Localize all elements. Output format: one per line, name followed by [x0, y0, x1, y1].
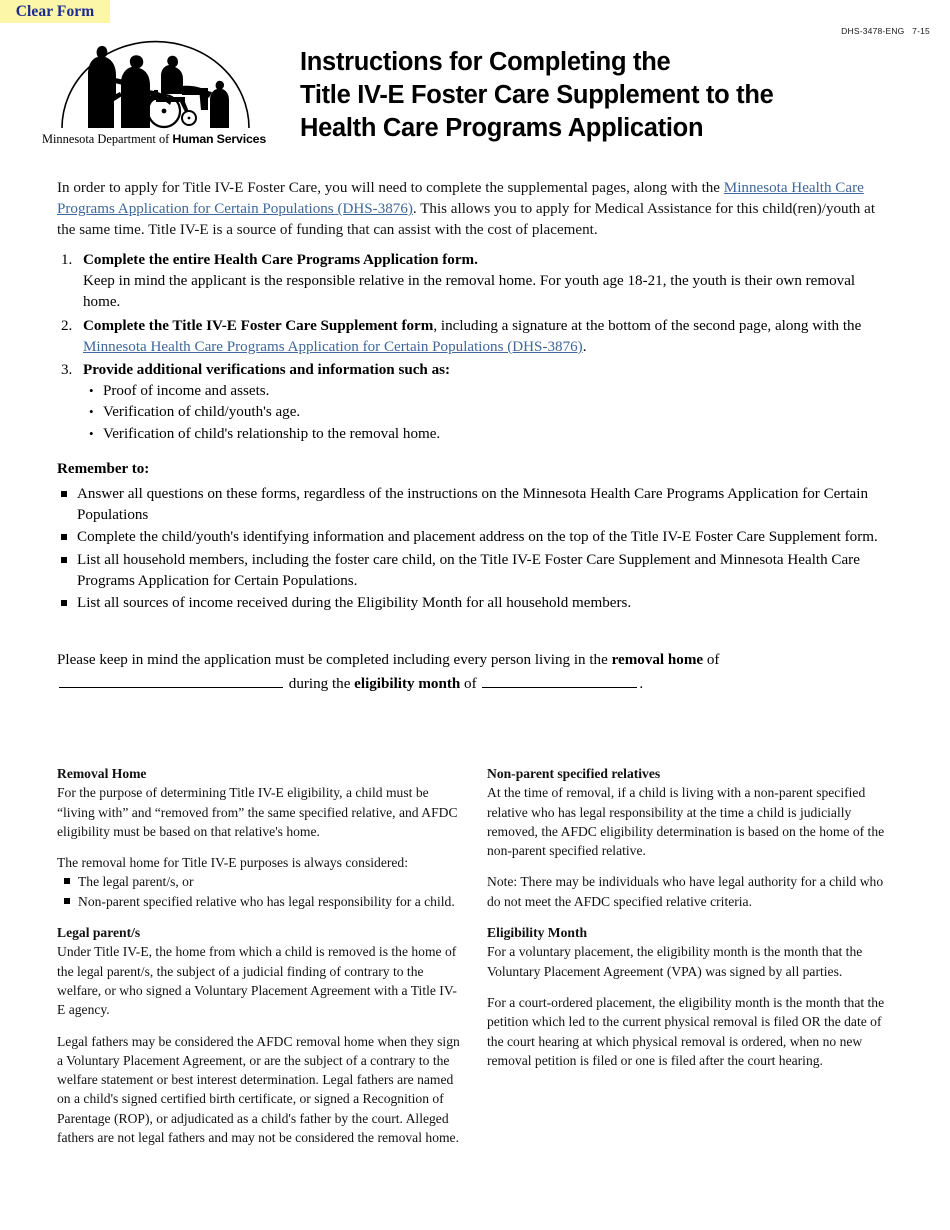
closing-bold-eligibility-month: eligibility month	[354, 676, 461, 693]
dhs-logo	[38, 38, 270, 148]
list-item	[57, 550, 890, 592]
definitions-left-column	[57, 764, 460, 1159]
removal-home-paragraph-2: The removal home for Title IV-E purposes is always considered:	[57, 855, 408, 871]
list-item	[57, 892, 460, 911]
removal-home-bullet-list	[57, 872, 460, 911]
remember-item-1: Answer all questions on these forms, regardless of the instructions on the Minnesota Health Care Programs Application for Certain Populations	[77, 486, 868, 524]
page-title-line-3: Health Care Programs Application	[300, 114, 704, 142]
list-item	[57, 872, 460, 891]
page-title-line-1: Instructions for Completing the	[300, 48, 671, 76]
definitions-right-column	[487, 764, 890, 1082]
list-item	[57, 593, 890, 614]
instruction-step-1	[57, 250, 890, 314]
intro-paragraph	[57, 178, 890, 242]
remember-heading: Remember to:	[57, 461, 150, 477]
eligibility-month-paragraph-1: For a voluntary placement, the eligibility month is the month that the Voluntary Placement Agreement (VPA) was signed by all parties.	[487, 944, 863, 979]
section-heading-non-parent-relatives: Non-parent specified relatives	[487, 766, 661, 781]
step-1-heading: Complete the entire Health Care Programs Application form.	[83, 252, 478, 268]
clear-form-label: Clear Form	[15, 2, 95, 20]
removal-home-blank-field[interactable]	[59, 672, 283, 688]
instructions-list	[57, 250, 890, 445]
legal-parents-paragraph-2: Legal fathers may be considered the AFDC removal home when they sign a Voluntary Placement Agreement, or are the subject of a contrary to the welfare statement or best interest determination. Legal fathers are named on a child's signed certified birth certificate, or signed a Recognition of Parentage (ROP), or adjudicated as a child's father by the court. Alleged fathers are not legal fathers and may not be considered the removal home.	[57, 1033, 460, 1146]
closing-period: .	[639, 676, 644, 693]
link-dhs-3876-step2[interactable]: Minnesota Health Care Programs Application for Certain Populations (DHS-3876)	[83, 338, 583, 355]
removal-home-bullet-2: Non-parent specified relative who has legal responsibility for a child.	[78, 893, 455, 909]
square-bullet-icon	[64, 878, 70, 884]
link-dhs-3876[interactable]: Minnesota Health Care Programs Application for Certain Populations (DHS-3876)	[57, 180, 864, 218]
bullet-dot-icon: •	[89, 404, 94, 420]
removal-home-paragraph-1: For the purpose of determining Title IV-E eligibility, a child must be “living with” and “removed from” the same specified relative, and AFDC eligibility must be based on that relative's home.	[57, 785, 458, 839]
closing-bold-removal-home: removal home	[611, 652, 704, 668]
dhs-logo-wordmark	[38, 132, 270, 147]
step-2-heading: Complete the Title IV-E Foster Care Supplement form	[83, 317, 434, 334]
step-3-bullet-1: Proof of income and assets.	[103, 383, 270, 400]
section-heading-eligibility-month: Eligibility Month	[487, 925, 588, 941]
legal-parents-paragraph-1: Under Title IV-E, the home from which a child is removed is the home of the legal parent/s, the subject of a judicial finding of contrary to the welfare, or who signed a Voluntary Placement Agreement with a Title IV-E agency.	[57, 944, 457, 1018]
step-3-bullet-2: Verification of child/youth's age.	[103, 404, 301, 421]
intro-text-part2: . This allows you to apply for Medical Assistance for this child(ren)/youth at the same time. Title IV-E is a source of funding that can assist with the cost of placement.	[57, 201, 876, 239]
closing-text-2: during the	[285, 676, 355, 693]
eligibility-month-blank-field[interactable]	[482, 672, 637, 688]
section-heading-legal-parents: Legal parent/s	[57, 925, 141, 941]
section-heading-removal-home: Removal Home	[57, 766, 147, 781]
square-bullet-icon	[61, 600, 67, 606]
step-1-number: 1.	[61, 252, 73, 268]
dhs-logo-icon	[58, 38, 253, 130]
closing-line-2	[57, 672, 890, 695]
logo-wordmark-bold: Human Services	[172, 132, 267, 146]
form-number: DHS-3478-ENG 7-15	[841, 26, 930, 36]
logo-wordmark-prefix: Minnesota Department of	[41, 132, 173, 146]
non-parent-paragraph-2: Note: There may be individuals who have legal authority for a child who do not meet the AFDC specified relative criteria.	[487, 874, 884, 909]
removal-home-bullet-1: The legal parent/s, or	[78, 874, 194, 890]
square-bullet-icon	[61, 534, 67, 540]
list-item	[57, 484, 890, 526]
remember-list	[57, 484, 890, 615]
page-title	[300, 46, 920, 145]
instruction-step-2	[57, 316, 890, 358]
list-item	[57, 527, 890, 548]
step-1-body: Keep in mind the applicant is the responsible relative in the removal home. For youth age 18-21, the youth is their own removal home.	[83, 273, 856, 311]
square-bullet-icon	[61, 557, 67, 563]
step-3-number: 3.	[61, 362, 73, 379]
closing-paragraph	[57, 650, 890, 695]
step-2-body-after-link: .	[582, 338, 587, 355]
bullet-dot-icon: •	[89, 383, 94, 399]
remember-item-3: List all household members, including the foster care child, on the Title IV-E Foster Care Supplement and Minnesota Health Care Programs Application for Certain Populations.	[77, 551, 860, 589]
list-item	[83, 381, 890, 402]
remember-item-2: Complete the child/youth's identifying information and placement address on the top of the Title IV-E Foster Care Supplement form.	[77, 529, 878, 546]
closing-line-1	[57, 650, 890, 671]
page-title-line-2: Title IV-E Foster Care Supplement to the	[300, 81, 774, 109]
clear-form-button[interactable]	[0, 0, 110, 23]
step-2-body-before-link: , including a signature at the bottom of the second page, along with the	[433, 317, 862, 334]
closing-text-1: Please keep in mind the application must be completed including every person living in the	[57, 652, 612, 668]
eligibility-month-paragraph-2: For a court-ordered placement, the eligibility month is the month that the petition which led to the current physical removal is filed OR the date of the court hearing at which physical removal is ordered, when no new removal petition is filed or one is filed after the court hearing.	[487, 994, 885, 1068]
square-bullet-icon	[64, 898, 70, 904]
step-3-bullet-list	[83, 381, 890, 445]
closing-text-3: of	[460, 676, 481, 693]
non-parent-paragraph-1: At the time of removal, if a child is living with a non-parent specified relative who has legal responsibility at the time a child is judicially removed, the AFDC eligibility determination is based on the home of the non-parent specified relative.	[487, 785, 885, 859]
list-item	[83, 424, 890, 445]
bullet-dot-icon: •	[89, 425, 94, 441]
list-item	[83, 402, 890, 423]
step-3-heading: Provide additional verifications and information such as:	[83, 362, 451, 379]
step-2-number: 2.	[61, 317, 73, 334]
step-3-bullet-3: Verification of child's relationship to the removal home.	[103, 425, 441, 442]
instruction-step-3	[57, 360, 890, 445]
square-bullet-icon	[61, 491, 67, 497]
intro-text-part1: In order to apply for Title IV-E Foster Care, you will need to complete the supplemental pages, along with the	[57, 180, 724, 196]
closing-text-1-tail: of	[703, 652, 720, 668]
remember-item-4: List all sources of income received during the Eligibility Month for all household members.	[77, 595, 632, 612]
